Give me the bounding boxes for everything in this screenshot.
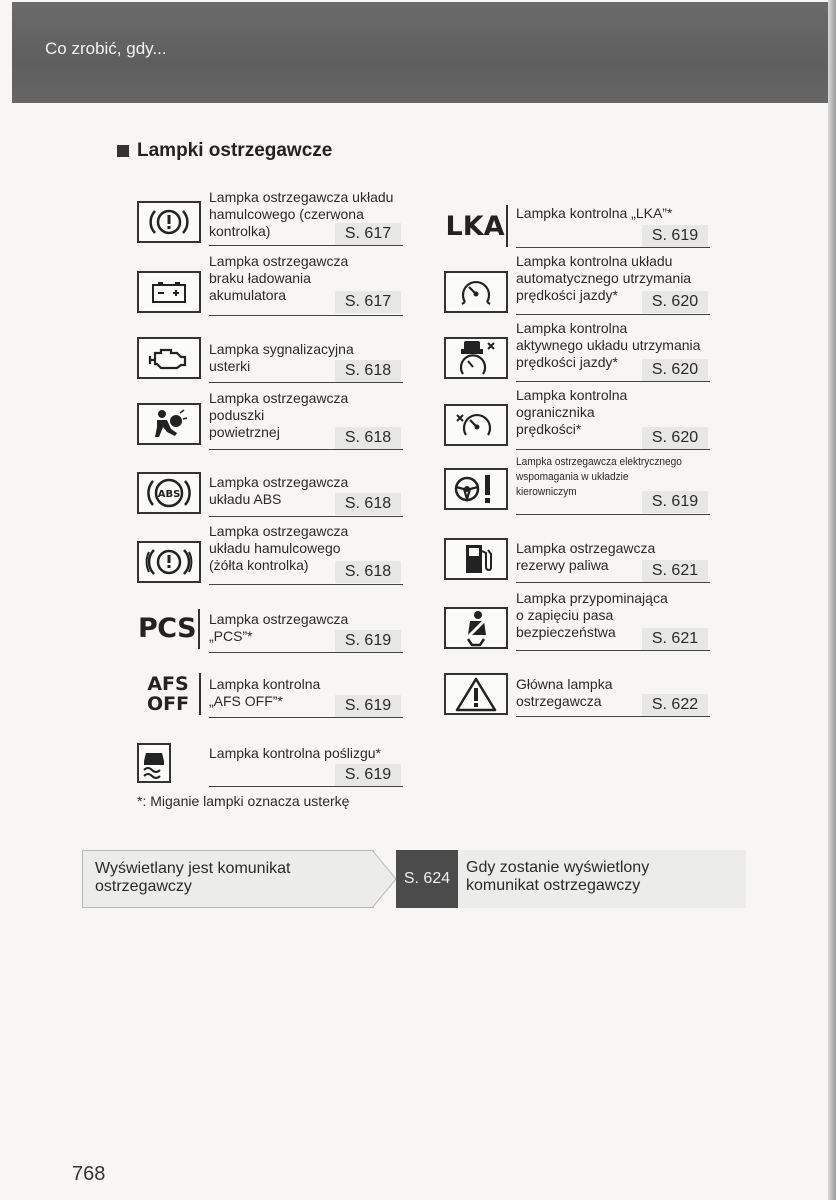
- divider: [516, 582, 710, 583]
- section-title: Lampki ostrzegawcze: [137, 140, 333, 161]
- divider: [516, 247, 710, 248]
- divider: [516, 514, 710, 515]
- abs-icon-text: ABS: [157, 489, 181, 500]
- cruise-control-icon: [444, 271, 508, 313]
- warning-description: Lampka ostrzegawcza układu hamulcowego (czerwona kontrolka): [209, 189, 394, 239]
- warning-description: Lampka kontrolna poślizgu*: [209, 745, 381, 761]
- divider: [209, 245, 403, 246]
- message-condition: Wyświetlany jest komunikat ostrzegawczy: [82, 850, 374, 908]
- divider: [209, 382, 403, 383]
- radar-cruise-icon: [444, 337, 508, 379]
- page-ref: S. 620: [642, 427, 708, 449]
- message-action: Gdy zostanie wyświetlony komunikat ostrzegawczy: [458, 850, 746, 908]
- divider: [516, 716, 710, 717]
- power-steering-icon: [444, 468, 508, 510]
- page-ref: S. 621: [642, 560, 708, 582]
- arrow-right-icon: [372, 850, 398, 908]
- page-ref: S. 618: [335, 427, 401, 449]
- page-ref: S. 617: [335, 291, 401, 313]
- master-warning-icon: [444, 673, 508, 715]
- divider: [516, 650, 710, 651]
- lka-icon-text: LKA: [445, 210, 505, 242]
- afs-off-icon: [137, 673, 201, 715]
- page-ref: S. 617: [335, 223, 401, 245]
- battery-charging-icon: [137, 271, 201, 313]
- warning-description: Lampka ostrzegawcza braku ładowania akumulatora: [209, 253, 349, 303]
- warning-description: Lampka przypominająca o zapięciu pasa bezpieczeństwa: [516, 590, 668, 640]
- pcs-icon: [137, 608, 201, 650]
- warning-description: Lampka kontrolna ogranicznika prędkości*: [516, 387, 628, 437]
- brake-warning-red-icon: [137, 201, 201, 243]
- afs-off-icon-text: AFS OFF: [146, 673, 190, 715]
- warning-description: Lampka sygnalizacyjna usterki: [209, 341, 354, 374]
- section-label: Co zrobić, gdy...: [45, 39, 167, 58]
- page-ref: S. 618: [335, 360, 401, 382]
- check-engine-icon: [137, 337, 201, 379]
- page-ref: S. 619: [642, 225, 708, 247]
- warning-description: Lampka ostrzegawcza poduszki powietrznej: [209, 390, 349, 440]
- page-ref: S. 622: [642, 694, 708, 716]
- divider: [516, 381, 710, 382]
- pcs-icon-text: PCS: [138, 609, 200, 649]
- page-ref: S. 619: [335, 630, 401, 652]
- footnote: *: Miganie lampki oznacza usterkę: [137, 793, 350, 809]
- warning-description: Lampka ostrzegawcza układu ABS: [209, 474, 349, 507]
- warning-description: Lampka ostrzegawcza układu hamulcowego (żółta kontrolka): [209, 523, 349, 573]
- divider: [516, 449, 710, 450]
- divider: [209, 516, 403, 517]
- page-ref: S. 619: [335, 695, 401, 717]
- warning-description: Lampka ostrzegawcza „PCS”*: [209, 611, 349, 644]
- airbag-icon: [137, 403, 201, 445]
- page-ref: S. 620: [642, 359, 708, 381]
- warning-description: Lampka kontrolna „AFS OFF”*: [209, 676, 321, 709]
- divider: [209, 584, 403, 585]
- warning-description: Lampka kontrolna aktywnego układu utrzymania prędkości jazdy*: [516, 320, 701, 370]
- warning-description: Lampka ostrzegawcza elektrycznego wspomagania w układzie kierowniczym: [516, 456, 682, 498]
- warning-description: Główna lampka ostrzegawcza: [516, 676, 613, 709]
- header-band: [12, 2, 836, 103]
- page-edge: [828, 0, 836, 1200]
- square-bullet-icon: [117, 145, 129, 157]
- page-number: 768: [72, 1163, 106, 1185]
- warning-description: Lampka kontrolna „LKA”*: [516, 205, 673, 221]
- divider: [516, 314, 710, 315]
- divider: [209, 652, 403, 653]
- slip-indicator-icon: [137, 743, 171, 783]
- warning-description: Lampka ostrzegawcza rezerwy paliwa: [516, 540, 656, 573]
- lka-icon: [444, 205, 508, 247]
- page-ref: S. 618: [335, 561, 401, 583]
- brake-warning-yellow-icon: [137, 541, 201, 583]
- message-page-ref: S. 624: [396, 850, 458, 908]
- divider: [209, 717, 403, 718]
- divider: [209, 786, 403, 787]
- seatbelt-icon: [444, 607, 508, 649]
- divider: [209, 449, 403, 450]
- fuel-icon: [444, 538, 508, 580]
- divider: [209, 315, 403, 316]
- warning-description: Lampka kontrolna układu automatycznego utrzymania prędkości jazdy*: [516, 253, 692, 303]
- page-ref: S. 619: [335, 764, 401, 786]
- page-ref: S. 621: [642, 628, 708, 650]
- section-heading: [117, 140, 332, 162]
- page-ref: S. 619: [642, 491, 708, 513]
- abs-icon: [137, 472, 201, 514]
- page-ref: S. 620: [642, 291, 708, 313]
- page-ref: S. 618: [335, 493, 401, 515]
- speed-limiter-icon: [444, 404, 508, 446]
